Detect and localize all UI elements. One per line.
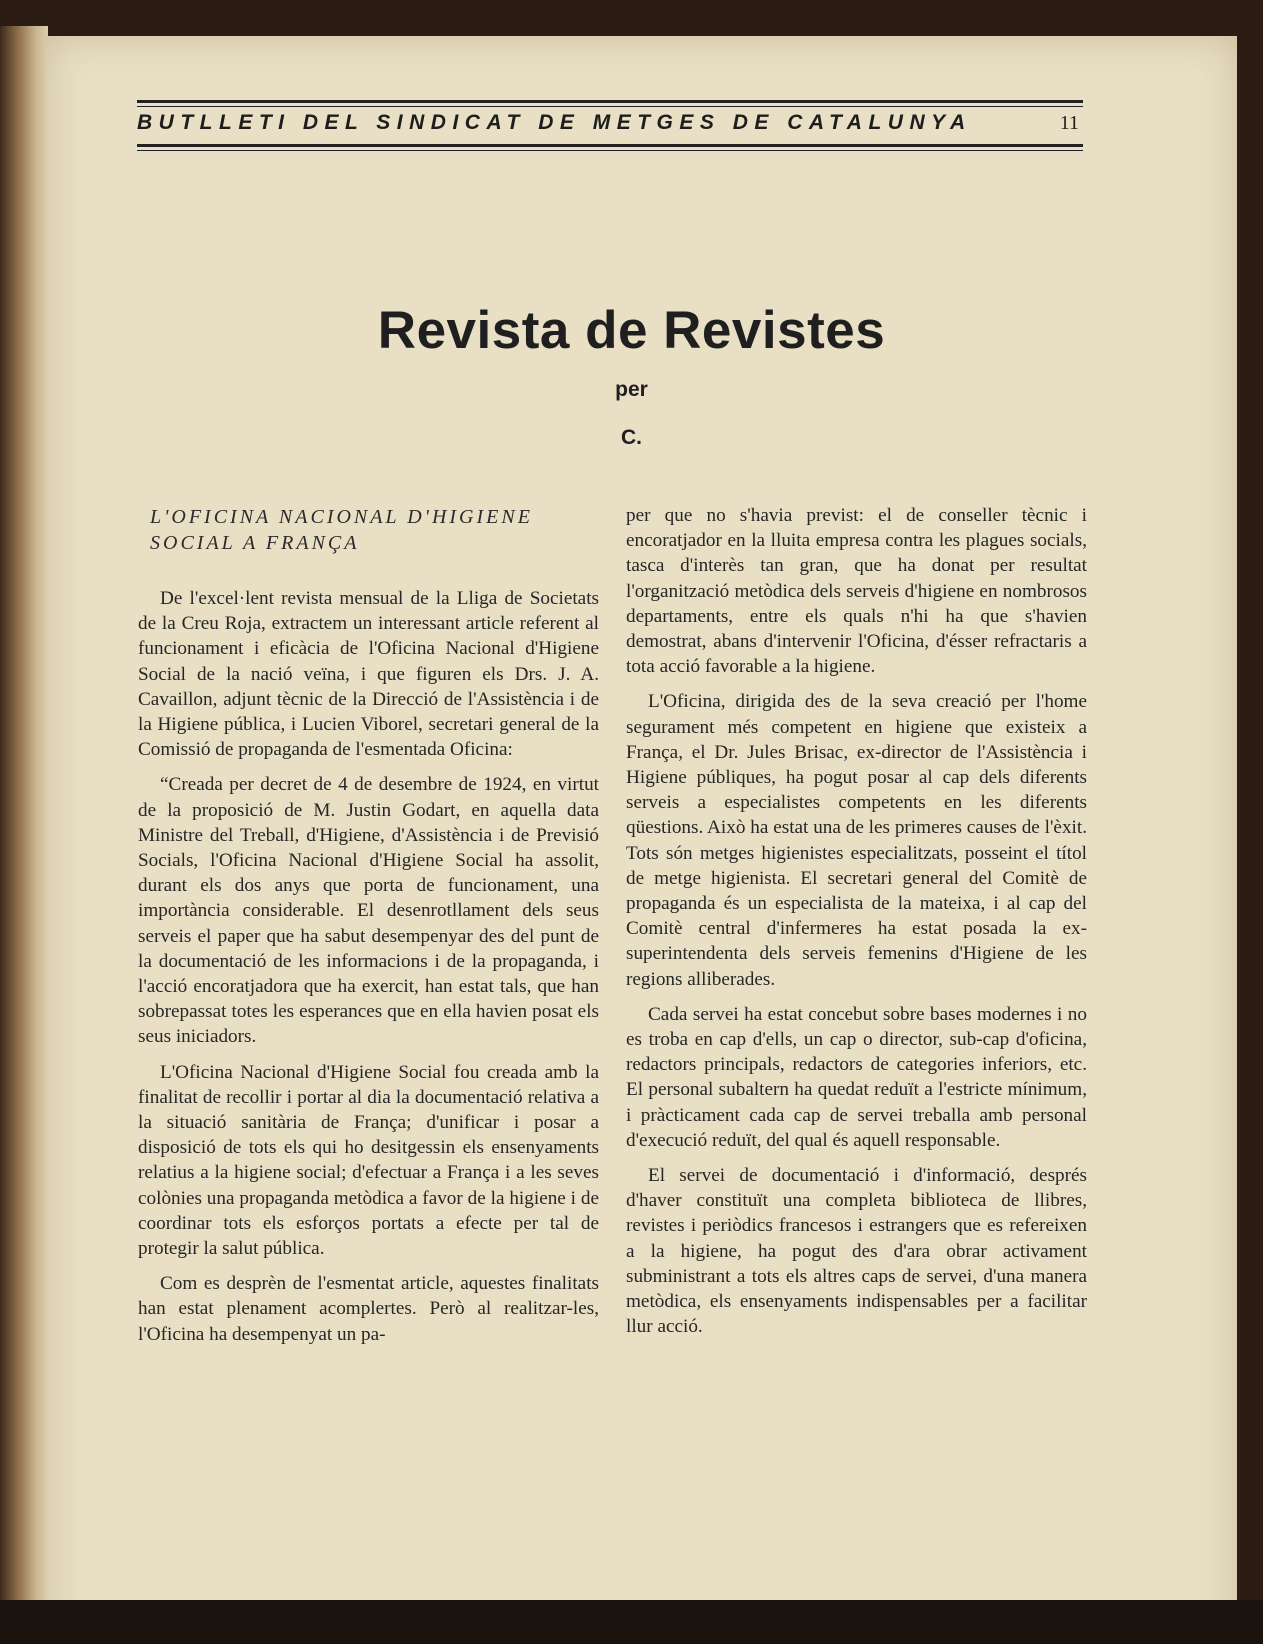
left-column	[138, 504, 599, 1357]
paragraph: L'Oficina, dirigida des de la seva creació per l'home segurament més competent en higiene que existeix a França, el Dr. Jules Brisac, ex-director de l'Assistència i Higiene públiques, ha pogut posar al cap dels diferents serveis a especialistes competents en les diferents qüestions. Això ha estat una de les primeres causes de l'èxit. Tots són metges higienistes especialitzats, posseint el títol de metge higienista. El secretari general del Comitè de propaganda és un especialista de la mateixa, i al cap del Comitè central d'infermeres ha estat posada la ex-superintendenta dels serveis femenins d'Higiene de les regions alliberades.	[626, 691, 1087, 990]
paragraph: Cada servei ha estat concebut sobre bases modernes i no es troba en cap d'ells, un cap o director, sub-cap d'oficina, redactors principals, redactors de categories inferiors, etc. El personal subaltern ha quedat reduït a l'estricte mínimum, i pràcticament cada cap de servei treballa amb personal d'execució reduït, del qual és aquell responsable.	[626, 1003, 1087, 1151]
book-spine	[0, 26, 48, 1644]
paragraph: Com es desprèn de l'esmentat article, aquestes finalitats han estat plenament acomplertes. Però al realitzar-les, l'Oficina ha desempenyat un pa-	[138, 1273, 599, 1345]
article-title: Revista de Revistes	[377, 301, 886, 360]
header-rule	[137, 144, 1083, 147]
header-rule	[137, 100, 1083, 103]
paragraph: L'Oficina Nacional d'Higiene Social fou creada amb la finalitat de recollir i portar al dia la documentació relativa a la situació sanitària de França; d'unificar i posar a disposició de tots els qui ho desitgessin els ensenyaments relatius a la higiene social; d'efectuar a França i a les seves colònies una propaganda metòdica a favor de la higiene i de coordinar tots els esforços portats a efecte per tal de protegir la salut pública.	[138, 1061, 599, 1260]
right-column	[626, 503, 1087, 1350]
paragraph: De l'excel·lent revista mensual de la Lliga de Societats de la Creu Roja, extractem un interessant article referent al funcionament i eficàcia de l'Oficina Nacional d'Higiene Social de la nació veïna, i que figuren els Drs. J. A. Cavaillon, adjunt tècnic de la Direcció de l'Assistència i de la Higiene pública, i Lucien Viborel, secretari general de la Comissió de propaganda de l'esmentada Oficina:	[138, 588, 599, 761]
header-rule	[137, 106, 1083, 107]
paragraph-continuation: per que no s'havia previst: el de conseller tècnic i encoratjador en la lluita empresa contra les plagues socials, tasca d'interès tan gran, que ha donat per resultat l'organització metòdica dels serveis d'higiene en nombrosos departaments, entre els quals n'hi ha que s'havien demostrat, abans d'intervenir l'Oficina, d'ésser refractaris a tota acció favorable a la higiene.	[626, 505, 1087, 678]
header-rule	[137, 150, 1083, 151]
paragraph: “Creada per decret de 4 de desembre de 1924, en virtut de la proposició de M. Justin Godart, en aquella data Ministre del Treball, d'Higiene, d'Assistència i de Previsió Socials, l'Oficina Nacional d'Higiene Social ha assolit, durant els dos anys que porta de funcionament, una importància considerable. El desenrotllament dels seus serveis el paper que ha sabut desempenyar des del punt de la documentació de les informacions i de la propaganda, i l'acció encoratjadora que ha exercit, han estat tals, que han sobrepassat totes les esperances que en ella havien posat els seus iniciadors.	[138, 774, 599, 1048]
running-header	[137, 100, 1083, 158]
page-number: 11	[1059, 112, 1079, 134]
section-title: L'OFICINA NACIONAL D'HIGIENE SOCIAL A FRANÇA	[150, 506, 533, 554]
author: C.	[621, 426, 642, 449]
journal-title: BUTLLETI DEL SINDICAT DE METGES DE CATALUNYA	[137, 111, 972, 134]
paragraph: El servei de documentació i d'informació, després d'haver constituït una completa biblioteca de llibres, revistes i periòdics francesos i estrangers que es refereixen a la higiene, ha pogut des d'ara obrar activament subministrant a tots els altres caps de servei, d'una manera metòdica, els ensenyaments indispensables per a facilitar llur acció.	[626, 1165, 1087, 1338]
byline: per	[615, 378, 648, 401]
scan-border	[0, 1600, 1263, 1644]
